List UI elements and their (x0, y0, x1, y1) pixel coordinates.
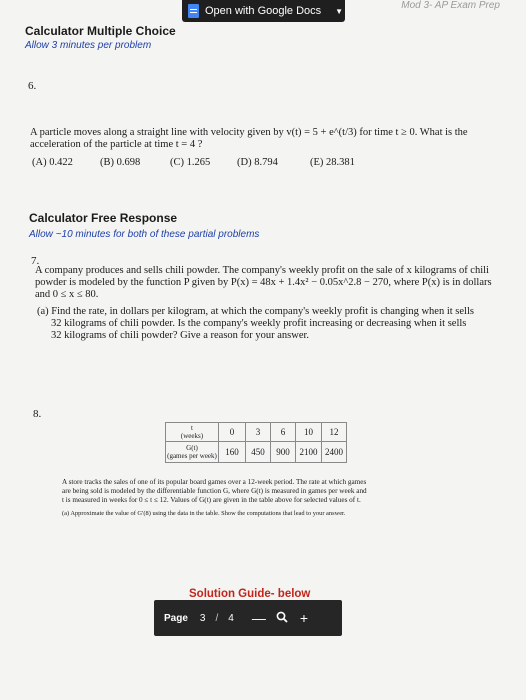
document-title: Mod 3- AP Exam Prep (401, 0, 500, 11)
question-number-6: 6. (28, 80, 37, 92)
solution-guide-heading: Solution Guide- below (189, 588, 311, 600)
page-label: Page (164, 612, 188, 624)
zoom-icon[interactable] (276, 611, 288, 626)
q6-line-1: A particle moves along a straight line with velocity given by v(t) = 5 + e^(t/3) for time t ≥ 0. What is the (30, 127, 468, 138)
open-with-docs-button[interactable] (182, 0, 345, 22)
q6-line-2: acceleration of the particle at time t = 4 ? (30, 139, 203, 150)
table-cell: 0 (219, 423, 246, 442)
question-number-8: 8. (33, 408, 42, 420)
q7-part-a-1: (a) Find the rate, in dollars per kilogram, at which the company's weekly profit is changing when it sells (37, 306, 474, 317)
q7-part-a-3: 32 kilograms of chili powder? Give a reason for your answer. (51, 330, 310, 341)
table-cell: 6 (271, 423, 296, 442)
choice-c: (C) 1.265 (170, 157, 211, 168)
table-header-g: G(t) (games per week) (166, 442, 219, 463)
section-subtitle-fr: Allow ~10 minutes for both of these partial problems (29, 229, 260, 240)
table-cell: 450 (246, 442, 271, 463)
section-title-fr: Calculator Free Response (29, 211, 178, 225)
q8-line-3: t is measured in weeks for 0 ≤ t ≤ 12. Values of G(t) are given in the table above for selected values of t. (62, 496, 361, 504)
google-docs-icon (188, 4, 199, 18)
q8-line-1: A store tracks the sales of one of its popular board games over a 12-week period. The rate at which games (62, 478, 367, 486)
q7-line-3: and 0 ≤ x ≤ 80. (35, 289, 99, 300)
table-cell: 160 (219, 442, 246, 463)
table-cell: 12 (322, 423, 347, 442)
data-table (165, 422, 347, 463)
choice-d: (D) 8.794 (237, 157, 278, 168)
choice-e: (E) 28.381 (310, 157, 355, 168)
table-cell: 10 (296, 423, 322, 442)
q8-part-a: (a) Approximate the value of G′(8) using the data in the table. Show the computations that lead to your answer. (62, 510, 346, 517)
current-page[interactable]: 3 (199, 612, 206, 624)
choice-b: (B) 0.698 (100, 157, 141, 168)
q8-line-2: are being sold is modeled by the differentiable function G, where G(t) is measured in games per week and (62, 487, 367, 495)
question-number-7: 7. (31, 255, 40, 267)
table-cell: 3 (246, 423, 271, 442)
page-controls (154, 600, 342, 636)
table-row (166, 442, 347, 463)
q7-line-2: powder is modeled by the function P given by P(x) = 48x + 1.4x² − 0.05x^2.8 − 270, where P(x) is in dollars (35, 277, 492, 288)
zoom-out-button[interactable]: — (251, 610, 266, 626)
section-title-mc: Calculator Multiple Choice (25, 24, 176, 38)
table-cell: 2100 (296, 442, 322, 463)
chevron-down-icon[interactable]: ▼ (335, 6, 344, 16)
table-cell: 900 (271, 442, 296, 463)
q7-line-1: A company produces and sells chili powder. The company's weekly profit on the sale of x kilograms of chili (35, 265, 489, 276)
choice-a: (A) 0.422 (32, 157, 73, 168)
table-cell: 2400 (322, 442, 347, 463)
q7-part-a-2: 32 kilograms of chili powder. Is the company's weekly profit increasing or decreasing when it sells (51, 318, 467, 329)
open-with-label: Open with Google Docs (205, 5, 322, 17)
zoom-in-button[interactable]: + (299, 610, 308, 626)
table-header-t: t (weeks) (166, 423, 219, 442)
table-row (166, 423, 347, 442)
q6-choices (32, 157, 355, 168)
page-separator: / (215, 612, 219, 624)
total-pages: 4 (228, 612, 234, 624)
section-subtitle-mc: Allow 3 minutes per problem (25, 40, 152, 51)
